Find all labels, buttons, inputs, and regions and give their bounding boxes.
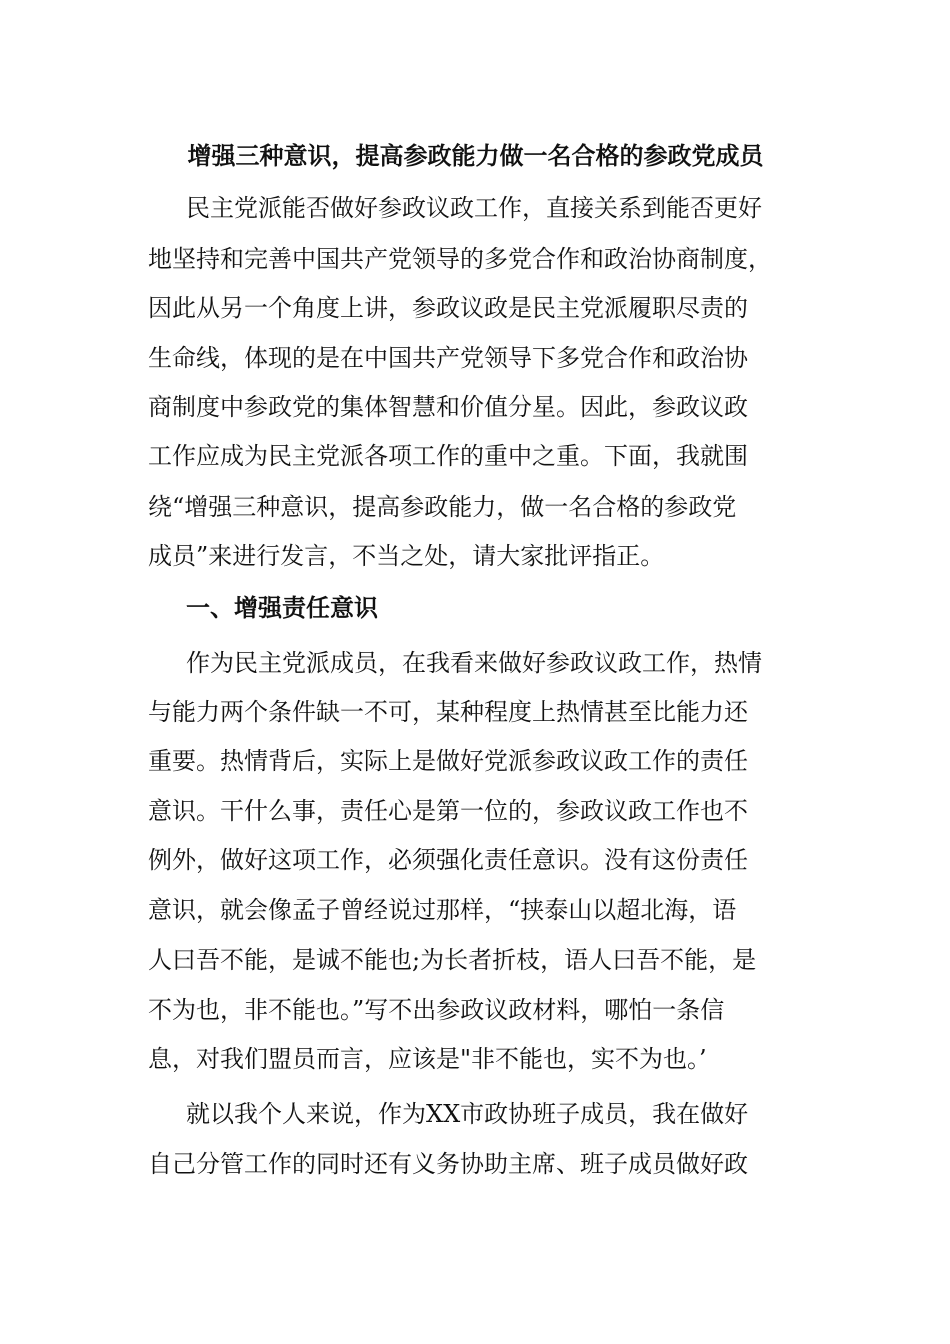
section1-line-3: 重要。热情背后，实际上是做好党派参政议政工作的责任 bbox=[148, 747, 748, 775]
section1-para2-line-1: 就以我个人来说，作为XX市政协班子成员，我在做好 bbox=[186, 1100, 749, 1128]
section1-line-9: 息，对我们盟员而言，应该是"非不能也，实不为也。’ bbox=[148, 1045, 707, 1073]
intro-line-6: 工作应成为民主党派各项工作的重中之重。下面，我就围 bbox=[148, 442, 748, 470]
intro-line-1: 民主党派能否做好参政议政工作，直接关系到能否更好 bbox=[186, 194, 762, 222]
section1-line-8: 不为也，非不能也。”写不出参政议政材料，哪怕一条信 bbox=[148, 996, 725, 1024]
document-title: 增强三种意识，提高参政能力做一名合格的参政党成员 bbox=[187, 141, 764, 170]
intro-line-4: 生命线，体现的是在中国共产党领导下多党合作和政治协 bbox=[148, 344, 748, 372]
section-heading-responsibility: 一、增强责任意识 bbox=[186, 593, 378, 622]
section1-para2-line-2: 自己分管工作的同时还有义务协助主席、班子成员做好政 bbox=[148, 1150, 748, 1178]
section1-line-5: 例外，做好这项工作，必须强化责任意识。没有这份责任 bbox=[148, 846, 748, 874]
intro-line-2: 地坚持和完善中国共产党领导的多党合作和政治协商制度， bbox=[148, 245, 772, 273]
intro-line-5: 商制度中参政党的集体智慧和价值分星。因此，参政议政 bbox=[148, 393, 748, 421]
section1-line-4: 意识。干什么事，责任心是第一位的，参政议政工作也不 bbox=[148, 797, 748, 825]
section1-line-6: 意识，就会像孟子曾经说过那样，“挟泰山以超北海，语 bbox=[148, 896, 737, 924]
intro-line-8: 成员”来进行发言，不当之处，请大家批评指正。 bbox=[148, 542, 665, 570]
section1-line-1: 作为民主党派成员，在我看来做好参政议政工作，热情 bbox=[186, 649, 762, 677]
intro-line-3: 因此从另一个角度上讲，参政议政是民主党派履职尽责的 bbox=[148, 294, 748, 322]
section1-line-2: 与能力两个条件缺一不可，某种程度上热情甚至比能力还 bbox=[148, 698, 748, 726]
section1-line-7: 人曰吾不能，是诚不能也;为长者折枝，语人曰吾不能，是 bbox=[148, 946, 757, 974]
intro-line-7: 绕“增强三种意识，提高参政能力，做一名合格的参政党 bbox=[148, 493, 737, 521]
